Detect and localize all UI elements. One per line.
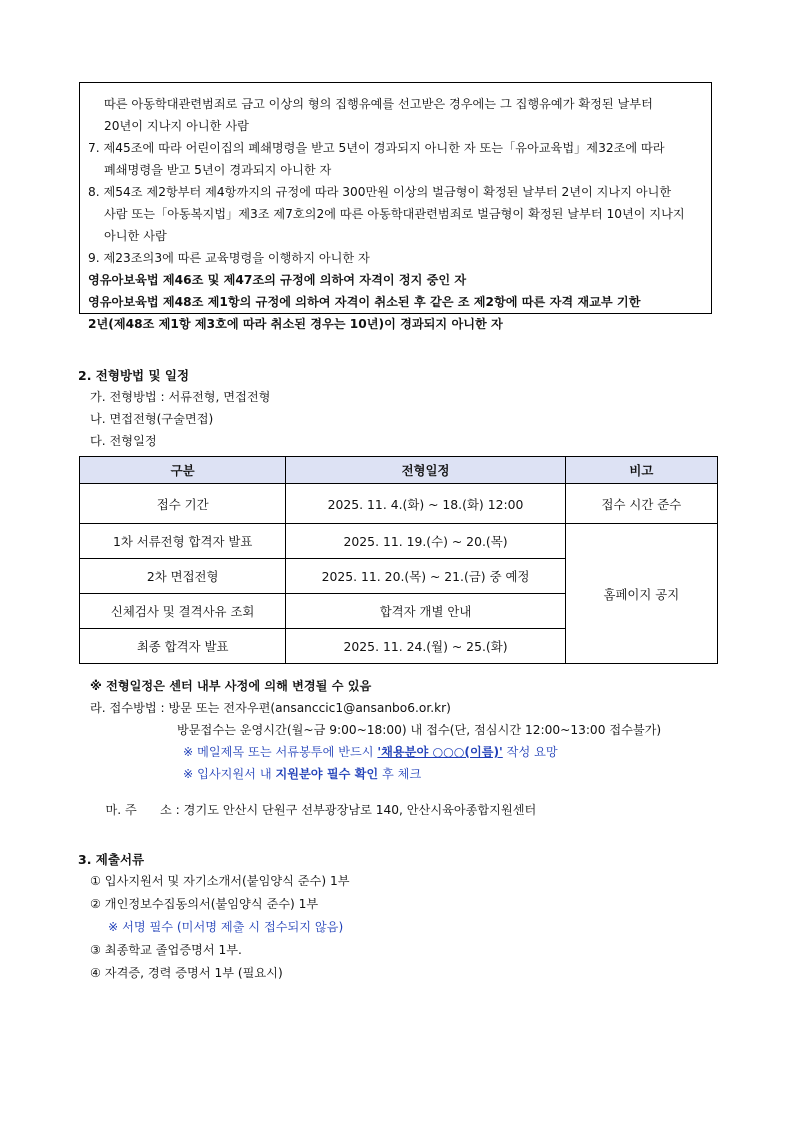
cell-category: 최종 합격자 발표 (80, 629, 286, 664)
field-note-pre: ※ 입사지원서 내 (183, 767, 276, 781)
application-method-label: 라. 접수방법 : (90, 701, 169, 715)
cell-schedule: 2025. 11. 24.(월) ~ 25.(화) (286, 629, 565, 664)
doc-item-1: ① 입사지원서 및 자기소개서(붙임양식 준수) 1부 (90, 874, 350, 888)
application-method (90, 699, 451, 716)
cell-category: 1차 서류전형 합격자 발표 (80, 524, 286, 559)
address-value: 경기도 안산시 단원구 선부광장남로 140, 안산시육아종합지원센터 (183, 803, 537, 817)
box-line: 9. 제23조의3에 따른 교육명령을 이행하지 아니한 자 (88, 251, 370, 265)
box-line: 따른 아동학대관련범죄로 금고 이상의 형의 집행유예를 선고받은 경우에는 그 집행유예가 확정된 날부터 (104, 97, 653, 111)
box-line: 아니한 사람 (104, 229, 167, 243)
address-label: 마. 주 소 : (105, 803, 184, 817)
doc-item-4: ④ 자격증, 경력 증명서 1부 (필요시) (90, 966, 283, 980)
cell-schedule: 2025. 11. 19.(수) ~ 20.(목) (286, 524, 565, 559)
signature-note: ※ 서명 필수 (미서명 제출 시 접수되지 않음) (108, 920, 344, 934)
email-note-emphasis: '채용분야 ○○○(이름)' (377, 745, 503, 759)
section-3-title: 3. 제출서류 (78, 852, 145, 867)
cell-note: 접수 시간 준수 (565, 484, 717, 524)
table-row (80, 524, 718, 559)
cell-category: 접수 기간 (80, 484, 286, 524)
header-note: 비고 (565, 457, 717, 484)
doc-item-3: ③ 최종학교 졸업증명서 1부. (90, 943, 242, 957)
cell-schedule: 합격자 개별 안내 (286, 594, 565, 629)
box-line: 20년이 지나지 아니한 사람 (104, 119, 249, 133)
box-line: 사람 또는「아동복지법」제3조 제7호의2에 따른 아동학대관련범죄로 벌금형이 확정된 날부터 10년이 지나지 (104, 207, 685, 221)
cell-merged-note: 홈페이지 공지 (565, 524, 717, 664)
disqualification-box (79, 82, 712, 331)
field-note-emphasis: 지원분야 필수 확인 (275, 767, 379, 781)
box-line: 7. 제45조에 따라 어린이집의 폐쇄명령을 받고 5년이 경과되지 아니한 자 또는「유아교육법」제32조에 따라 (88, 141, 665, 155)
box-line-bold: 영유아보육법 제48조 제1항의 규정에 의하여 자격이 취소된 후 같은 조 제2항에 따른 자격 재교부 기한 (88, 295, 641, 309)
field-note-post: 후 체크 (378, 767, 422, 781)
application-method-value: 방문 또는 전자우편(ansanccic1@ansanbo6.or.kr) (168, 701, 451, 715)
cell-category: 2차 면접전형 (80, 559, 286, 594)
field-check-note (183, 765, 421, 782)
header-category: 구분 (80, 457, 286, 484)
schedule-notice: ※ 전형일정은 센터 내부 사정에 의해 변경될 수 있음 (90, 679, 372, 693)
header-schedule: 전형일정 (286, 457, 565, 484)
box-line-bold: 영유아보육법 제46조 및 제47조의 규정에 의하여 자격이 정지 중인 자 (88, 273, 467, 287)
section-2-title: 2. 전형방법 및 일정 (78, 368, 190, 383)
box-line: 폐쇄명령을 받고 5년이 경과되지 아니한 자 (104, 163, 332, 177)
address (90, 787, 536, 832)
email-subject-note (183, 743, 558, 760)
selection-method: 가. 전형방법 : 서류전형, 면접전형 (90, 390, 271, 404)
table-row (80, 484, 718, 524)
visit-hours: 방문접수는 운영시간(월~금 9:00~18:00) 내 접수(단, 점심시간 12:00~13:00 접수불가) (177, 723, 662, 737)
cell-category: 신체검사 및 결격사유 조회 (80, 594, 286, 629)
email-note-pre: ※ 메일제목 또는 서류봉투에 반드시 (183, 745, 378, 759)
doc-item-2: ② 개인정보수집동의서(붙임양식 준수) 1부 (90, 897, 319, 911)
schedule-table (79, 456, 718, 664)
box-line: 8. 제54조 제2항부터 제4항까지의 규정에 따라 300만원 이상의 벌금형이 확정된 날부터 2년이 지나지 아니한 (88, 185, 672, 199)
cell-schedule: 2025. 11. 20.(목) ~ 21.(금) 중 예정 (286, 559, 565, 594)
cell-schedule: 2025. 11. 4.(화) ~ 18.(화) 12:00 (286, 484, 565, 524)
interview-type: 나. 면접전형(구술면접) (90, 412, 214, 426)
email-note-post: 작성 요망 (502, 745, 558, 759)
schedule-label: 다. 전형일정 (90, 434, 157, 448)
table-header-row (80, 457, 718, 484)
box-line-bold: 2년(제48조 제1항 제3호에 따라 취소된 경우는 10년)이 경과되지 아니한 자 (88, 317, 503, 331)
